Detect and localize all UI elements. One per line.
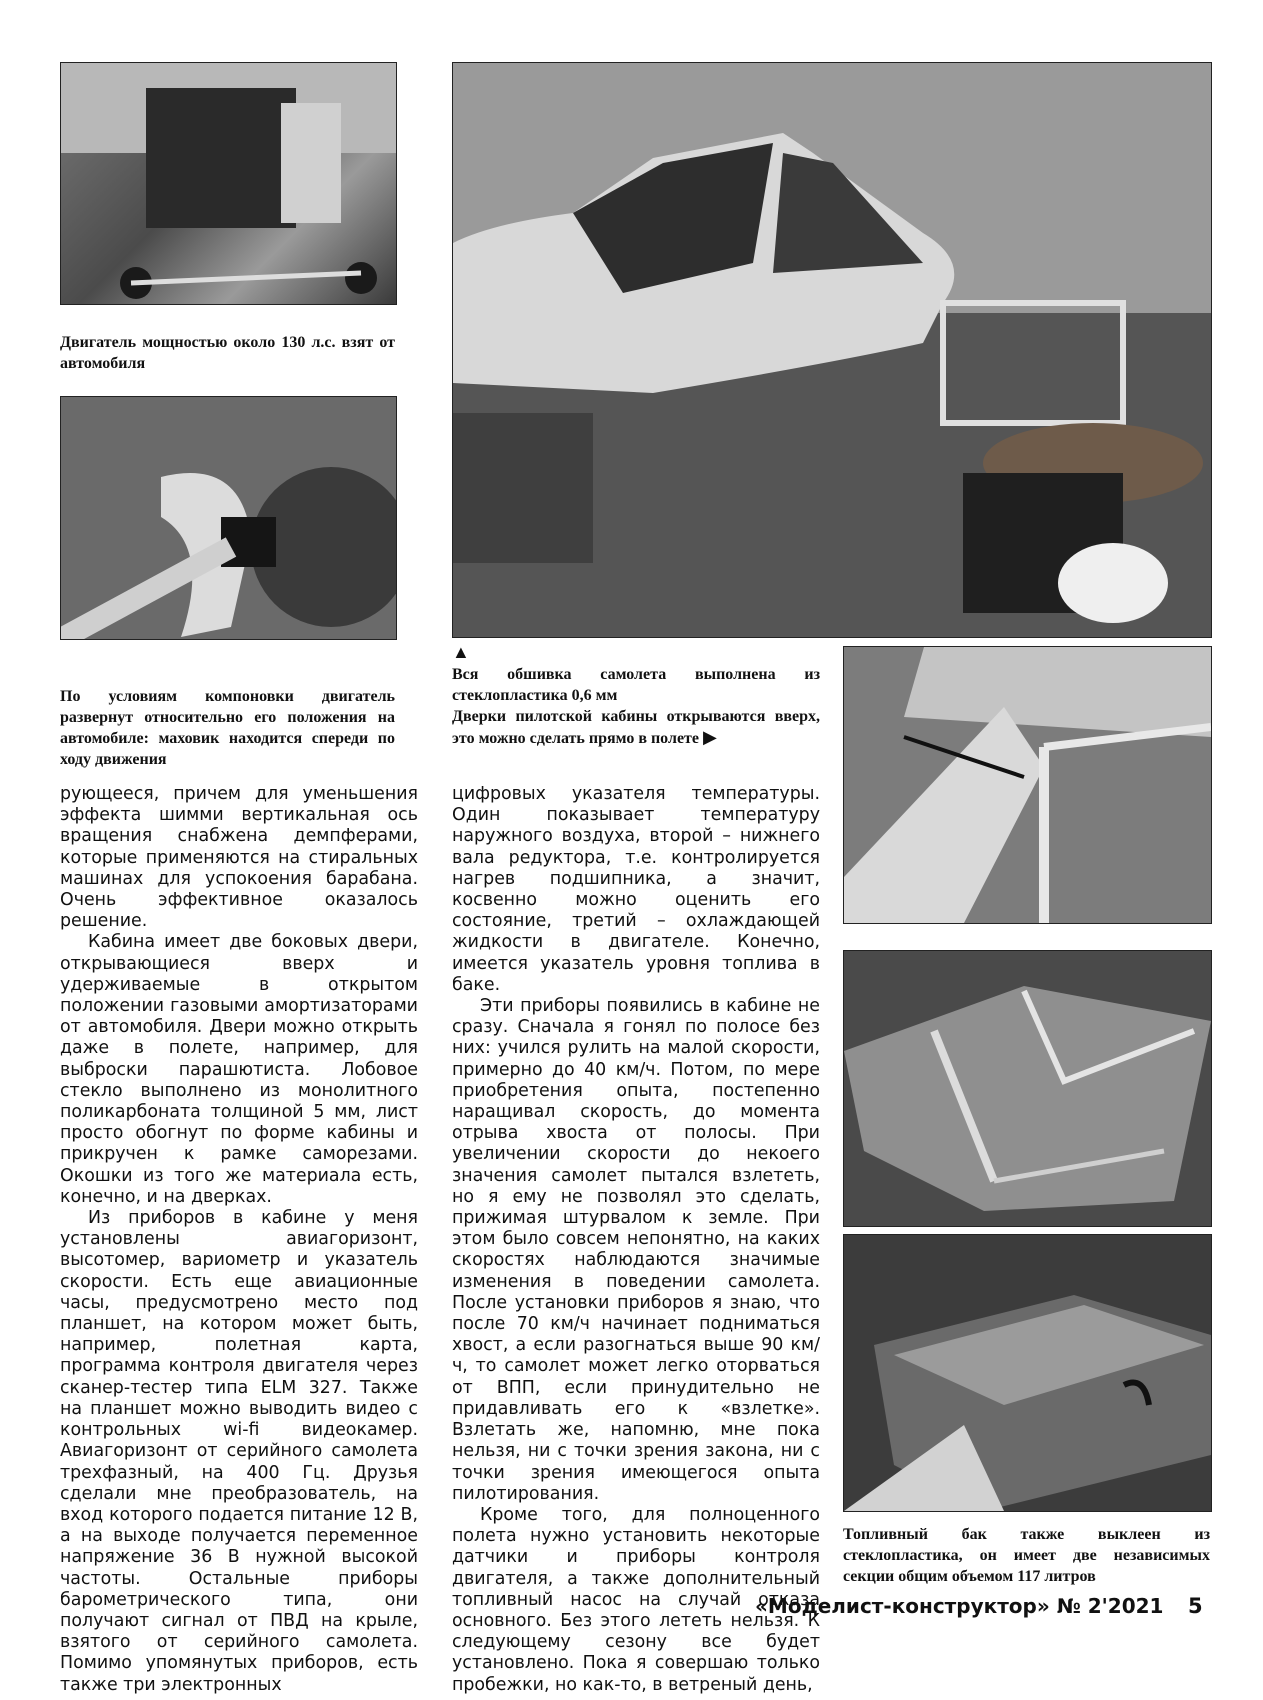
- paragraph: цифровых указателя температуры. Один показывает температуру наружного воздуха, второй – нижнего вала редуктора, т.е. контролируется нагрев подшипника, а значит, косвенно можно оценить его состояние, третий – охлаждающей жидкости в двигателе. Конечно, имеется указатель уровня топлива в баке.: [452, 784, 820, 995]
- fuselage-and-door-caption: [452, 642, 820, 749]
- right-text-column: [452, 784, 820, 1696]
- paragraph: рующееся, причем для уменьшения эффекта шимми вертикальная ось вращения снабжена демпферами, которые применяются на стиральных машинах для успокоения барабана. Очень эффективное оказалось решение.: [60, 784, 418, 932]
- paragraph: Из приборов в кабине у меня установлены авиагоризонт, высотомер, вариометр и указатель скорости. Есть еще авиационные часы, предусмотрено место под планшет, на котором может быть, например, полетная карта, программа контроля двигателя через сканер-тестер типа ELM 327. Также на планшет можно выводить видео с контрольных wi-fi видеокамер. Авиагоризонт от серийного самолета трехфазный, на 400 Гц. Друзья сделали мне преобразователь, на вход которого подается питание 12 В, а на выходе получается переменное напряжение 36 В нужной высокой частоты. Остальные приборы барометрического типа, они получают сигнал от ПВД на крыле, взятого от серийного самолета. Помимо упомянутых приборов, есть также три электронных: [60, 1208, 418, 1695]
- flywheel-photo: [60, 396, 397, 640]
- doors-caption: Дверки пилотской кабины открываются вверх, это можно сделать прямо в полете ▶: [452, 708, 820, 747]
- engine-photo-caption: Двигатель мощностью около 130 л.с. взят от автомобиля: [60, 334, 395, 372]
- magazine-issue-footer: «Моделист-конструктор» № 2'2021: [755, 1594, 1164, 1618]
- fuel-tank-caption: Топливный бак также выклеен из стеклопластика, он имеет две независимых секции общим объемом 117 литров: [843, 1526, 1210, 1585]
- page-number: 5: [1188, 1594, 1203, 1618]
- left-text-column: [60, 784, 418, 1696]
- paragraph: Эти приборы появились в кабине не сразу. Сначала я гонял по полосе без них: учился рулить на малой скорости, примерно до 40 км/ч. Потом, по мере приобретения опыта, постепенно наращивал скорость, до момента отрыва хвоста от полосы. При увеличении скорости до некоего значения самолет пытался взлететь, но я ему не позволял это сделать, прижимая штурвалом к земле. При этом было совсем непонятно, на каких скоростях наблюдаются значимые изменения в поведении самолета. После установки приборов я знаю, что после 70 км/ч начинает подниматься хвост, а если разогнаться выше 90 км/ч, то самолет может легко оторваться от ВПП, если принудительно не придавливать его к «взлетке». Взлетать же, напомню, мне пока нельзя, ни с точки зрения закона, ни с точки зрения имеющегося опыта пилотирования.: [452, 996, 820, 1504]
- up-triangle-marker-icon: ▲: [452, 642, 470, 662]
- fuel-tank-closed-photo: [843, 1234, 1212, 1512]
- cabin-door-photo: [843, 646, 1212, 924]
- paragraph: Кабина имеет две боковых двери, открывающиеся вверх и удерживаемые в открытом положении газовыми амортизаторами от автомобиля. Двери можно открыть даже в полете, например, для выброски парашютиста. Лобовое стекло выполнено из монолитного поликарбоната толщиной 5 мм, лист просто обогнут по форме кабины и прикручен к рамке саморезами. Окошки из того же материала есть, конечно, и на дверках.: [60, 932, 418, 1207]
- right-triangle-marker-icon: ▶: [703, 727, 717, 747]
- airplane-fuselage-photo: [452, 62, 1212, 638]
- flywheel-photo-caption: По условиям компоновки двигатель развернут относительно его положения на автомобиле: маховик находится спереди по ходу движения: [60, 688, 395, 768]
- skin-caption: Вся обшивка самолета выполнена из стеклопластика 0,6 мм: [452, 666, 820, 704]
- paragraph: Кроме того, для полноценного полета нужно установить некоторые датчики и приборы контроля двигателя, а также дополнительный топливный насос на случай отказа основного. Без этого лететь нельзя. К следующему сезону все будет установлено. Пока я совершаю только пробежки, но как-то, в ветреный день,: [452, 1504, 820, 1695]
- fuel-tank-open-photo: [843, 950, 1212, 1227]
- engine-photo: [60, 62, 397, 305]
